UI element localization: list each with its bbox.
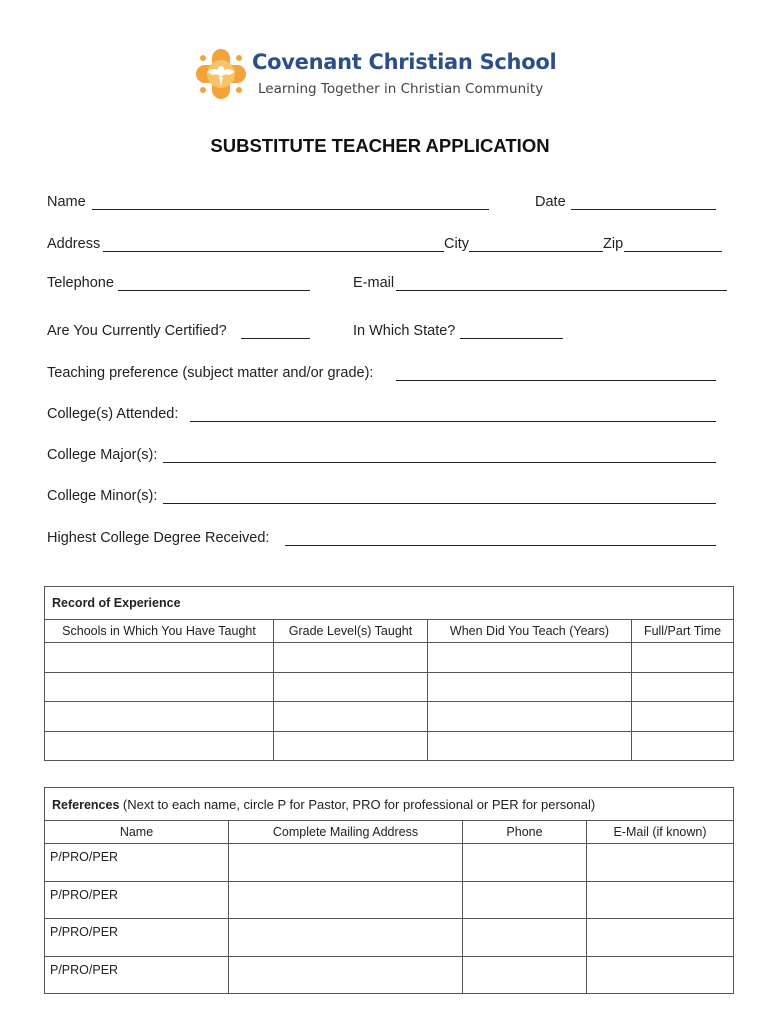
majors-label: College Major(s):	[47, 447, 158, 463]
column-header: Schools in Which You Have Taught	[45, 620, 274, 643]
column-header: E-Mail (if known)	[587, 821, 734, 844]
table-cell[interactable]	[428, 702, 632, 732]
table-cell[interactable]	[587, 844, 734, 882]
date-label: Date	[535, 194, 566, 210]
zip-label: Zip	[603, 236, 624, 252]
date-field[interactable]	[571, 209, 716, 210]
reference-type-cell[interactable]: P/PRO/PER	[45, 881, 229, 919]
majors-field[interactable]	[163, 462, 716, 463]
teaching-pref-field[interactable]	[396, 380, 716, 381]
table-cell[interactable]	[45, 643, 274, 673]
table-cell[interactable]	[632, 643, 734, 673]
email-field[interactable]	[396, 290, 727, 291]
table-cell[interactable]	[587, 919, 734, 957]
table-row	[45, 731, 734, 761]
table-cell[interactable]	[229, 881, 463, 919]
reference-type-cell[interactable]: P/PRO/PER	[45, 956, 229, 994]
name-field[interactable]	[92, 209, 489, 210]
references-heading	[45, 788, 734, 821]
certified-field[interactable]	[241, 338, 310, 339]
city-label: City	[444, 236, 469, 252]
table-row	[45, 919, 734, 957]
table-cell[interactable]	[463, 956, 587, 994]
table-cell[interactable]	[632, 672, 734, 702]
address-label: Address	[47, 236, 101, 252]
teaching-pref-label: Teaching preference (subject matter and/or grade):	[47, 365, 374, 381]
table-row	[45, 956, 734, 994]
references-title: References	[52, 797, 120, 812]
table-cell[interactable]	[463, 919, 587, 957]
city-field[interactable]	[469, 251, 603, 252]
references-note: (Next to each name, circle P for Pastor, PRO for professional or PER for personal)	[122, 796, 596, 812]
column-header: When Did You Teach (Years)	[428, 620, 632, 643]
column-header: Phone	[463, 821, 587, 844]
column-header: Full/Part Time	[632, 620, 734, 643]
school-name: Covenant Christian School	[252, 50, 557, 74]
minors-field[interactable]	[163, 503, 716, 504]
table-cell[interactable]	[45, 731, 274, 761]
state-field[interactable]	[460, 338, 563, 339]
table-cell[interactable]	[45, 702, 274, 732]
telephone-field[interactable]	[118, 290, 310, 291]
email-label: E-mail	[353, 275, 395, 291]
page-title: SUBSTITUTE TEACHER APPLICATION	[210, 135, 550, 156]
column-header: Grade Level(s) Taught	[274, 620, 428, 643]
school-tagline: Learning Together in Christian Community	[258, 81, 544, 97]
name-label: Name	[47, 194, 86, 210]
column-header: Name	[45, 821, 229, 844]
address-field[interactable]	[103, 251, 444, 252]
table-cell[interactable]	[274, 731, 428, 761]
minors-label: College Minor(s):	[47, 488, 158, 504]
colleges-label: College(s) Attended:	[47, 406, 179, 422]
reference-type-cell[interactable]: P/PRO/PER	[45, 919, 229, 957]
table-cell[interactable]	[229, 956, 463, 994]
table-cell[interactable]	[587, 881, 734, 919]
table-cell[interactable]	[463, 881, 587, 919]
table-row	[45, 702, 734, 732]
table-cell[interactable]	[632, 731, 734, 761]
table-row	[45, 881, 734, 919]
degree-field[interactable]	[285, 545, 716, 546]
table-row	[45, 672, 734, 702]
table-cell[interactable]	[274, 672, 428, 702]
state-label: In Which State?	[353, 323, 456, 339]
table-cell[interactable]	[428, 643, 632, 673]
table-cell[interactable]	[587, 956, 734, 994]
table-cell[interactable]	[229, 844, 463, 882]
experience-table	[44, 586, 734, 761]
degree-label: Highest College Degree Received:	[47, 530, 270, 546]
column-header: Complete Mailing Address	[229, 821, 463, 844]
table-cell[interactable]	[229, 919, 463, 957]
colleges-field[interactable]	[190, 421, 716, 422]
references-table	[44, 787, 734, 994]
table-cell[interactable]	[45, 672, 274, 702]
zip-field[interactable]	[624, 251, 722, 252]
reference-type-cell[interactable]: P/PRO/PER	[45, 844, 229, 882]
table-cell[interactable]	[463, 844, 587, 882]
table-cell[interactable]	[274, 643, 428, 673]
table-cell[interactable]	[428, 672, 632, 702]
school-logo	[193, 46, 249, 102]
experience-heading: Record of Experience	[45, 587, 734, 620]
table-cell[interactable]	[632, 702, 734, 732]
telephone-label: Telephone	[47, 275, 114, 291]
table-row	[45, 844, 734, 882]
table-cell[interactable]	[428, 731, 632, 761]
certified-label: Are You Currently Certified?	[47, 323, 227, 339]
table-cell[interactable]	[274, 702, 428, 732]
table-row	[45, 643, 734, 673]
